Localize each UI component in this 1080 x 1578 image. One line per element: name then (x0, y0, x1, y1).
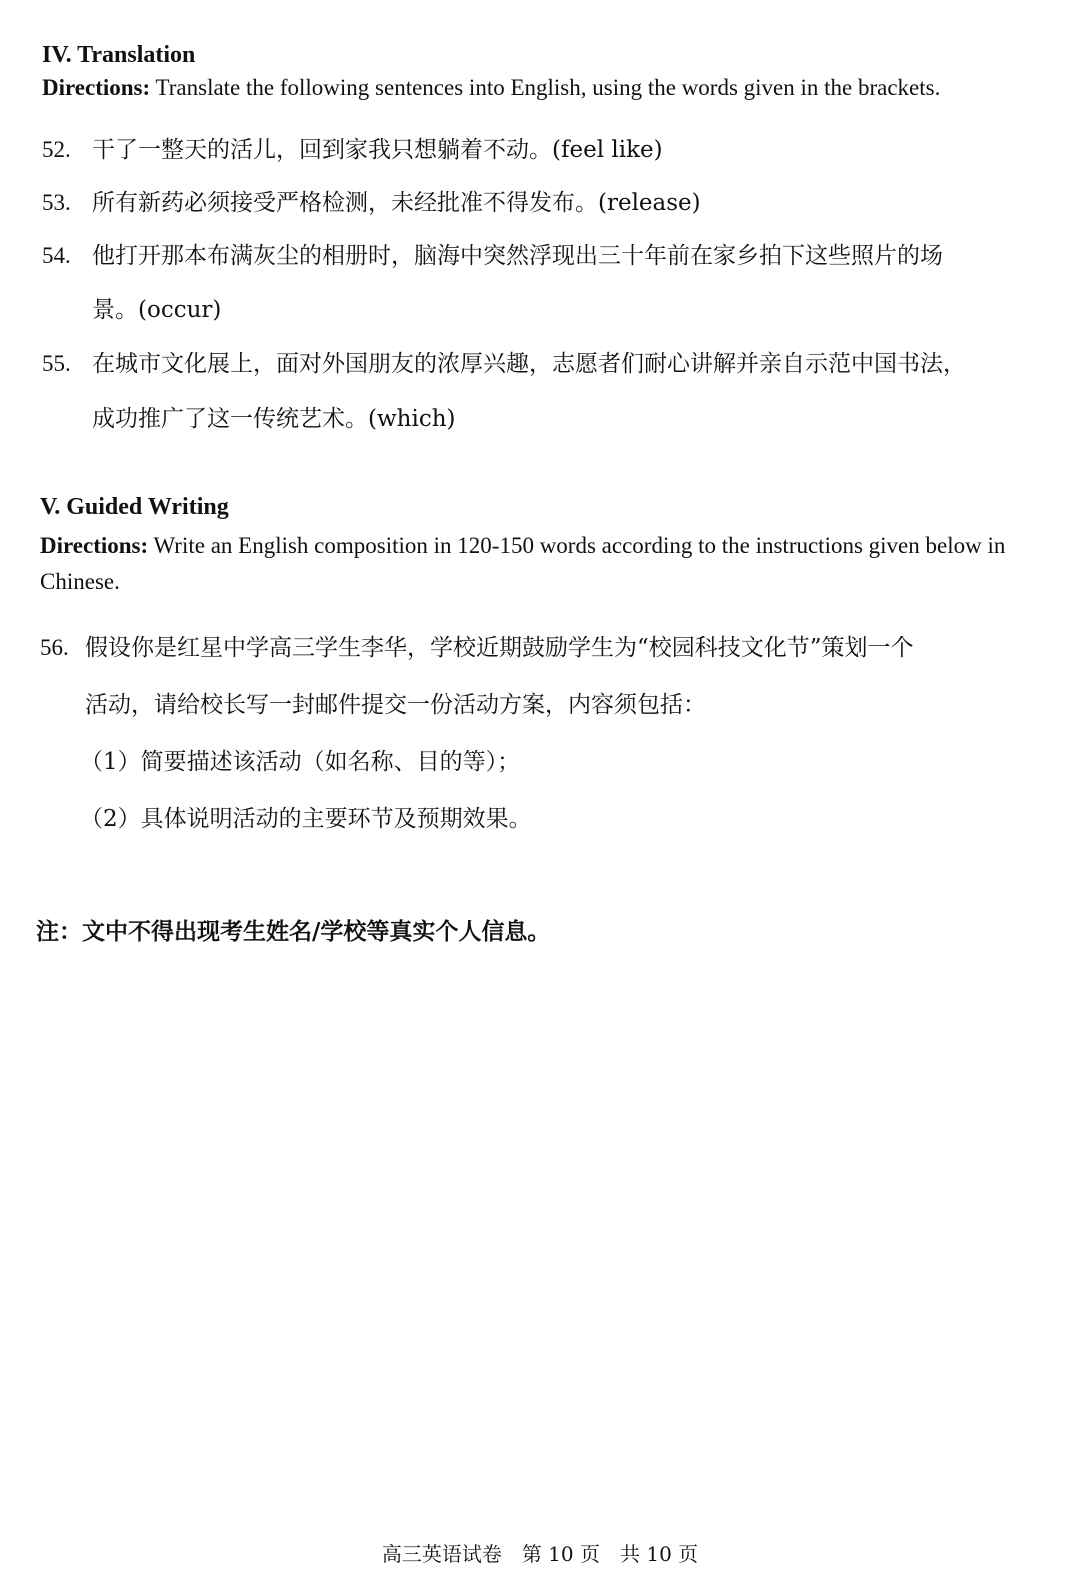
question-text-line: 干了一整天的活儿，回到家我只想躺着不动。(feel like) (92, 137, 663, 163)
footer-paper-name: 高三英语试卷 (381, 1542, 502, 1566)
section-title-guided-writing: V. Guided Writing (40, 494, 229, 520)
writing-directions (40, 528, 1045, 600)
question-53 (42, 188, 1042, 228)
directions-text: Write an English composition in 120-150 words according to the instructions given below in Chinese. (40, 533, 1006, 594)
requirement-item-1: （1）简要描述该活动（如名称、目的等）； (80, 749, 521, 775)
question-number: 53. (42, 190, 71, 215)
question-text-line: 假设你是红星中学高三学生李华，学校近期鼓励学生为“校园科技文化节”策划一个 (85, 635, 914, 661)
page-footer (0, 1540, 1080, 1568)
question-text-line: 所有新药必须接受严格检测，未经批准不得发布。(release) (92, 190, 701, 216)
question-text-line: 在城市文化展上，面对外国朋友的浓厚兴趣，志愿者们耐心讲解并亲自示范中国书法， (92, 351, 966, 377)
question-56 (40, 633, 1045, 843)
question-number: 55. (42, 351, 71, 376)
footer-page-number: 第 10 页 (521, 1542, 600, 1566)
directions-label: Directions: (42, 75, 151, 100)
question-number: 52. (42, 137, 71, 162)
question-number: 56. (40, 635, 69, 660)
translation-directions (42, 70, 1052, 106)
section-title-translation: IV. Translation (42, 42, 196, 68)
question-text-line: 成功推广了这一传统艺术。(which) (92, 406, 456, 432)
question-54 (42, 241, 1042, 331)
question-text-line: 他打开那本布满灰尘的相册时，脑海中突然浮现出三十年前在家乡拍下这些照片的场 (92, 243, 943, 269)
question-text-line: 景。(occur) (92, 297, 222, 323)
question-number: 54. (42, 243, 71, 268)
directions-label: Directions: (40, 533, 149, 558)
requirement-item-2: （2）具体说明活动的主要环节及预期效果。 (80, 806, 532, 832)
question-55 (42, 349, 1042, 439)
note-text: 注：文中不得出现考生姓名/学校等真实个人信息。 (36, 918, 551, 945)
directions-text: Translate the following sentences into English, using the words given in the brackets. (150, 75, 941, 100)
question-text-line: 活动，请给校长写一封邮件提交一份活动方案，内容须包括： (85, 692, 706, 718)
footer-total-pages: 共 10 页 (620, 1542, 699, 1566)
question-52 (42, 135, 1042, 175)
